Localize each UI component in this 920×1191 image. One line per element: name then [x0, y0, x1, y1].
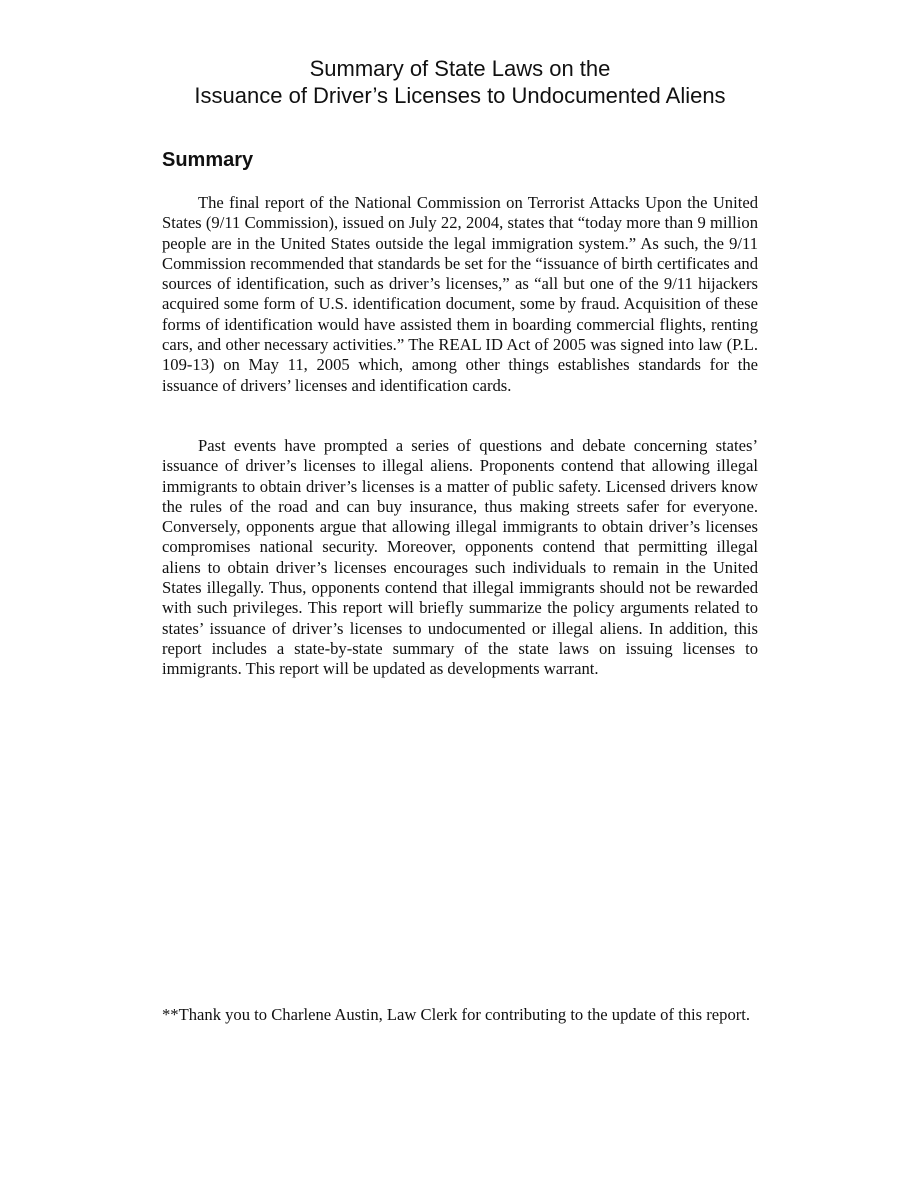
document-title-line-1: Summary of State Laws on the	[309, 56, 611, 81]
summary-paragraph-2: Past events have prompted a series of questions and debate concerning states’ issuance of driver’s licenses to illegal aliens. Proponents contend that allowing illegal immigrants to obtain driver’s licenses is a matter of public safety. Licensed drivers know the rules of the road and can buy insurance, thus making streets safer for everyone. Conversely, opponents argue that allowing illegal immigrants to obtain driver’s licenses compromises national security. Moreover, opponents contend that permitting illegal aliens to obtain driver’s licenses encourages such individuals to remain in the United States illegally. Thus, opponents contend that illegal immigrants should not be rewarded with such privileges. This report will briefly summarize the policy arguments related to states’ issuance of driver’s licenses to undocumented or illegal aliens. In addition, this report includes a state-by-state summary of the state laws on issuing licenses to immigrants. This report will be updated as developments warrant.	[162, 436, 758, 679]
acknowledgement-footnote: **Thank you to Charlene Austin, Law Clerk for contributing to the update of this report.	[162, 1005, 751, 1024]
document-title	[122, 55, 798, 109]
document-title-line-2: Issuance of Driver’s Licenses to Undocumented Aliens	[194, 83, 726, 108]
document-page	[162, 0, 758, 1191]
section-heading-summary: Summary	[162, 149, 254, 171]
summary-paragraph-1: The final report of the National Commission on Terrorist Attacks Upon the United States (9/11 Commission), issued on July 22, 2004, states that “today more than 9 million people are in the United States outside the legal immigration system.” As such, the 9/11 Commission recommended that standards be set for the “issuance of birth certificates and sources of identification, such as driver’s licenses,” as “all but one of the 9/11 hijackers acquired some form of U.S. identification document, some by fraud. Acquisition of these forms of identification would have assisted them in boarding commercial flights, renting cars, and other necessary activities.” The REAL ID Act of 2005 was signed into law (P.L. 109-13) on May 11, 2005 which, among other things establishes standards for the issuance of drivers’ licenses and identification cards.	[162, 193, 758, 395]
